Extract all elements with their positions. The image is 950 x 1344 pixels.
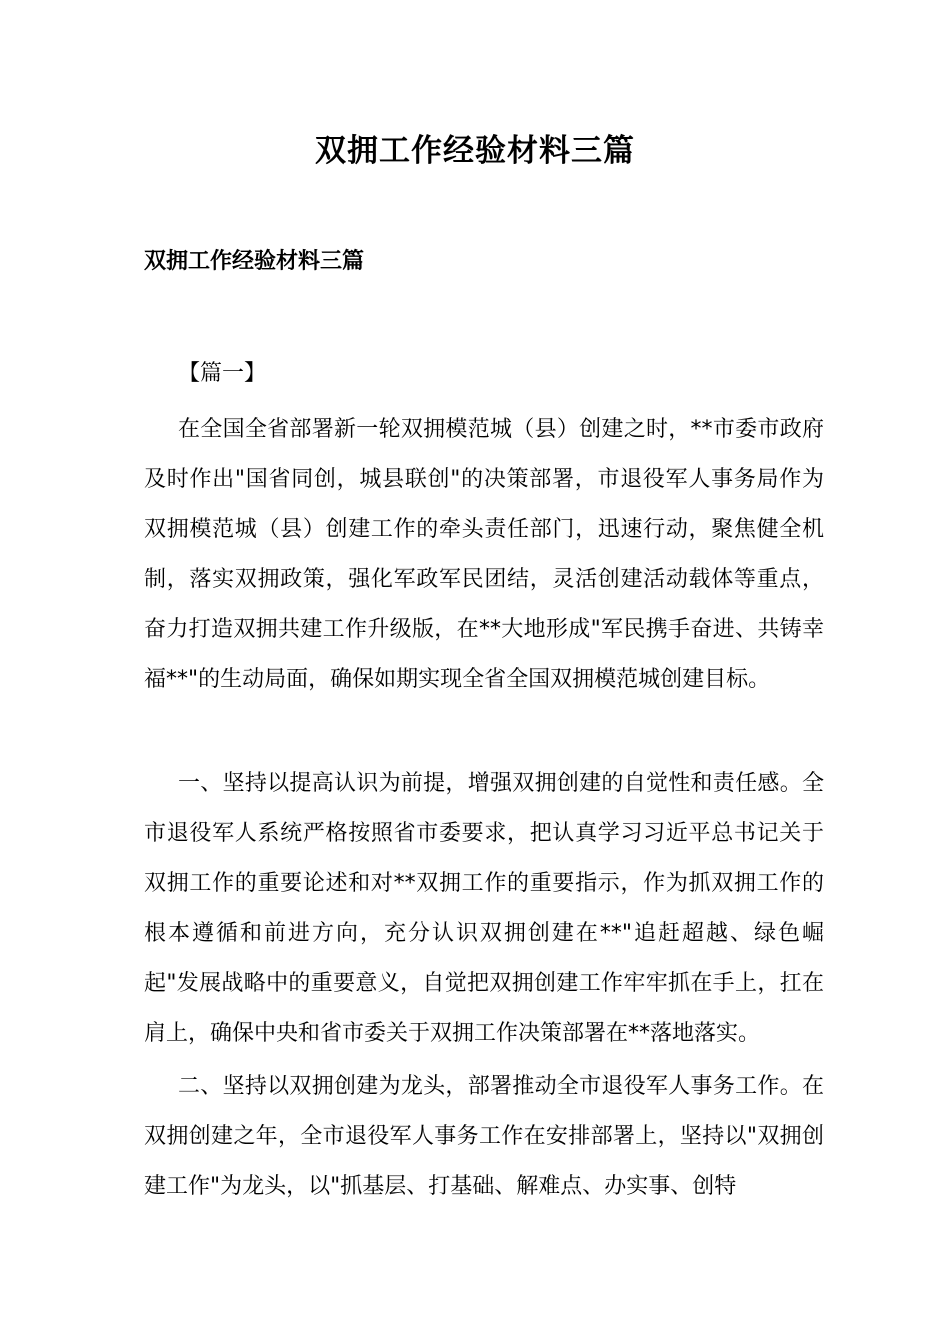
paragraph-intro: 在全国全省部署新一轮双拥模范城（县）创建之时，**市委市政府及时作出"国省同创，城县联创"的决策部署，市退役军人事务局作为双拥模范城（县）创建工作的牵头责任部门，迅速行动，聚焦健全机制，落实双拥政策，强化军政军民团结，灵活创建活动载体等重点，奋力打造双拥共建工作升级版，在**大地形成"军民携手奋进、共铸幸福**"的生动局面，确保如期实现全省全国双拥模范城创建目标。 (144, 417, 824, 692)
document-subtitle: 双拥工作经验材料三篇 (144, 249, 365, 274)
paragraph-point-one: 一、坚持以提高认识为前提，增强双拥创建的自觉性和责任感。全市退役军人系统严格按照省市委要求，把认真学习习近平总书记关于双拥工作的重要论述和对**双拥工作的重要指示，作为抓双拥工作的根本遵循和前进方向，充分认识双拥创建在**"追赶超越、绿色崛起"发展战略中的重要意义，自觉把双拥创建工作牢牢抓在手上，扛在肩上，确保中央和省市委关于双拥工作决策部署在**落地落实。 (144, 771, 824, 1046)
section-label: 【篇一】 (178, 361, 267, 386)
paragraph-point-two: 二、坚持以双拥创建为龙头，部署推动全市退役军人事务工作。在双拥创建之年，全市退役军人事务工作在安排部署上，坚持以"双拥创建工作"为龙头，以"抓基层、打基础、解难点、办实事、创特 (144, 1074, 824, 1199)
document-title: 双拥工作经验材料三篇 (315, 133, 635, 169)
